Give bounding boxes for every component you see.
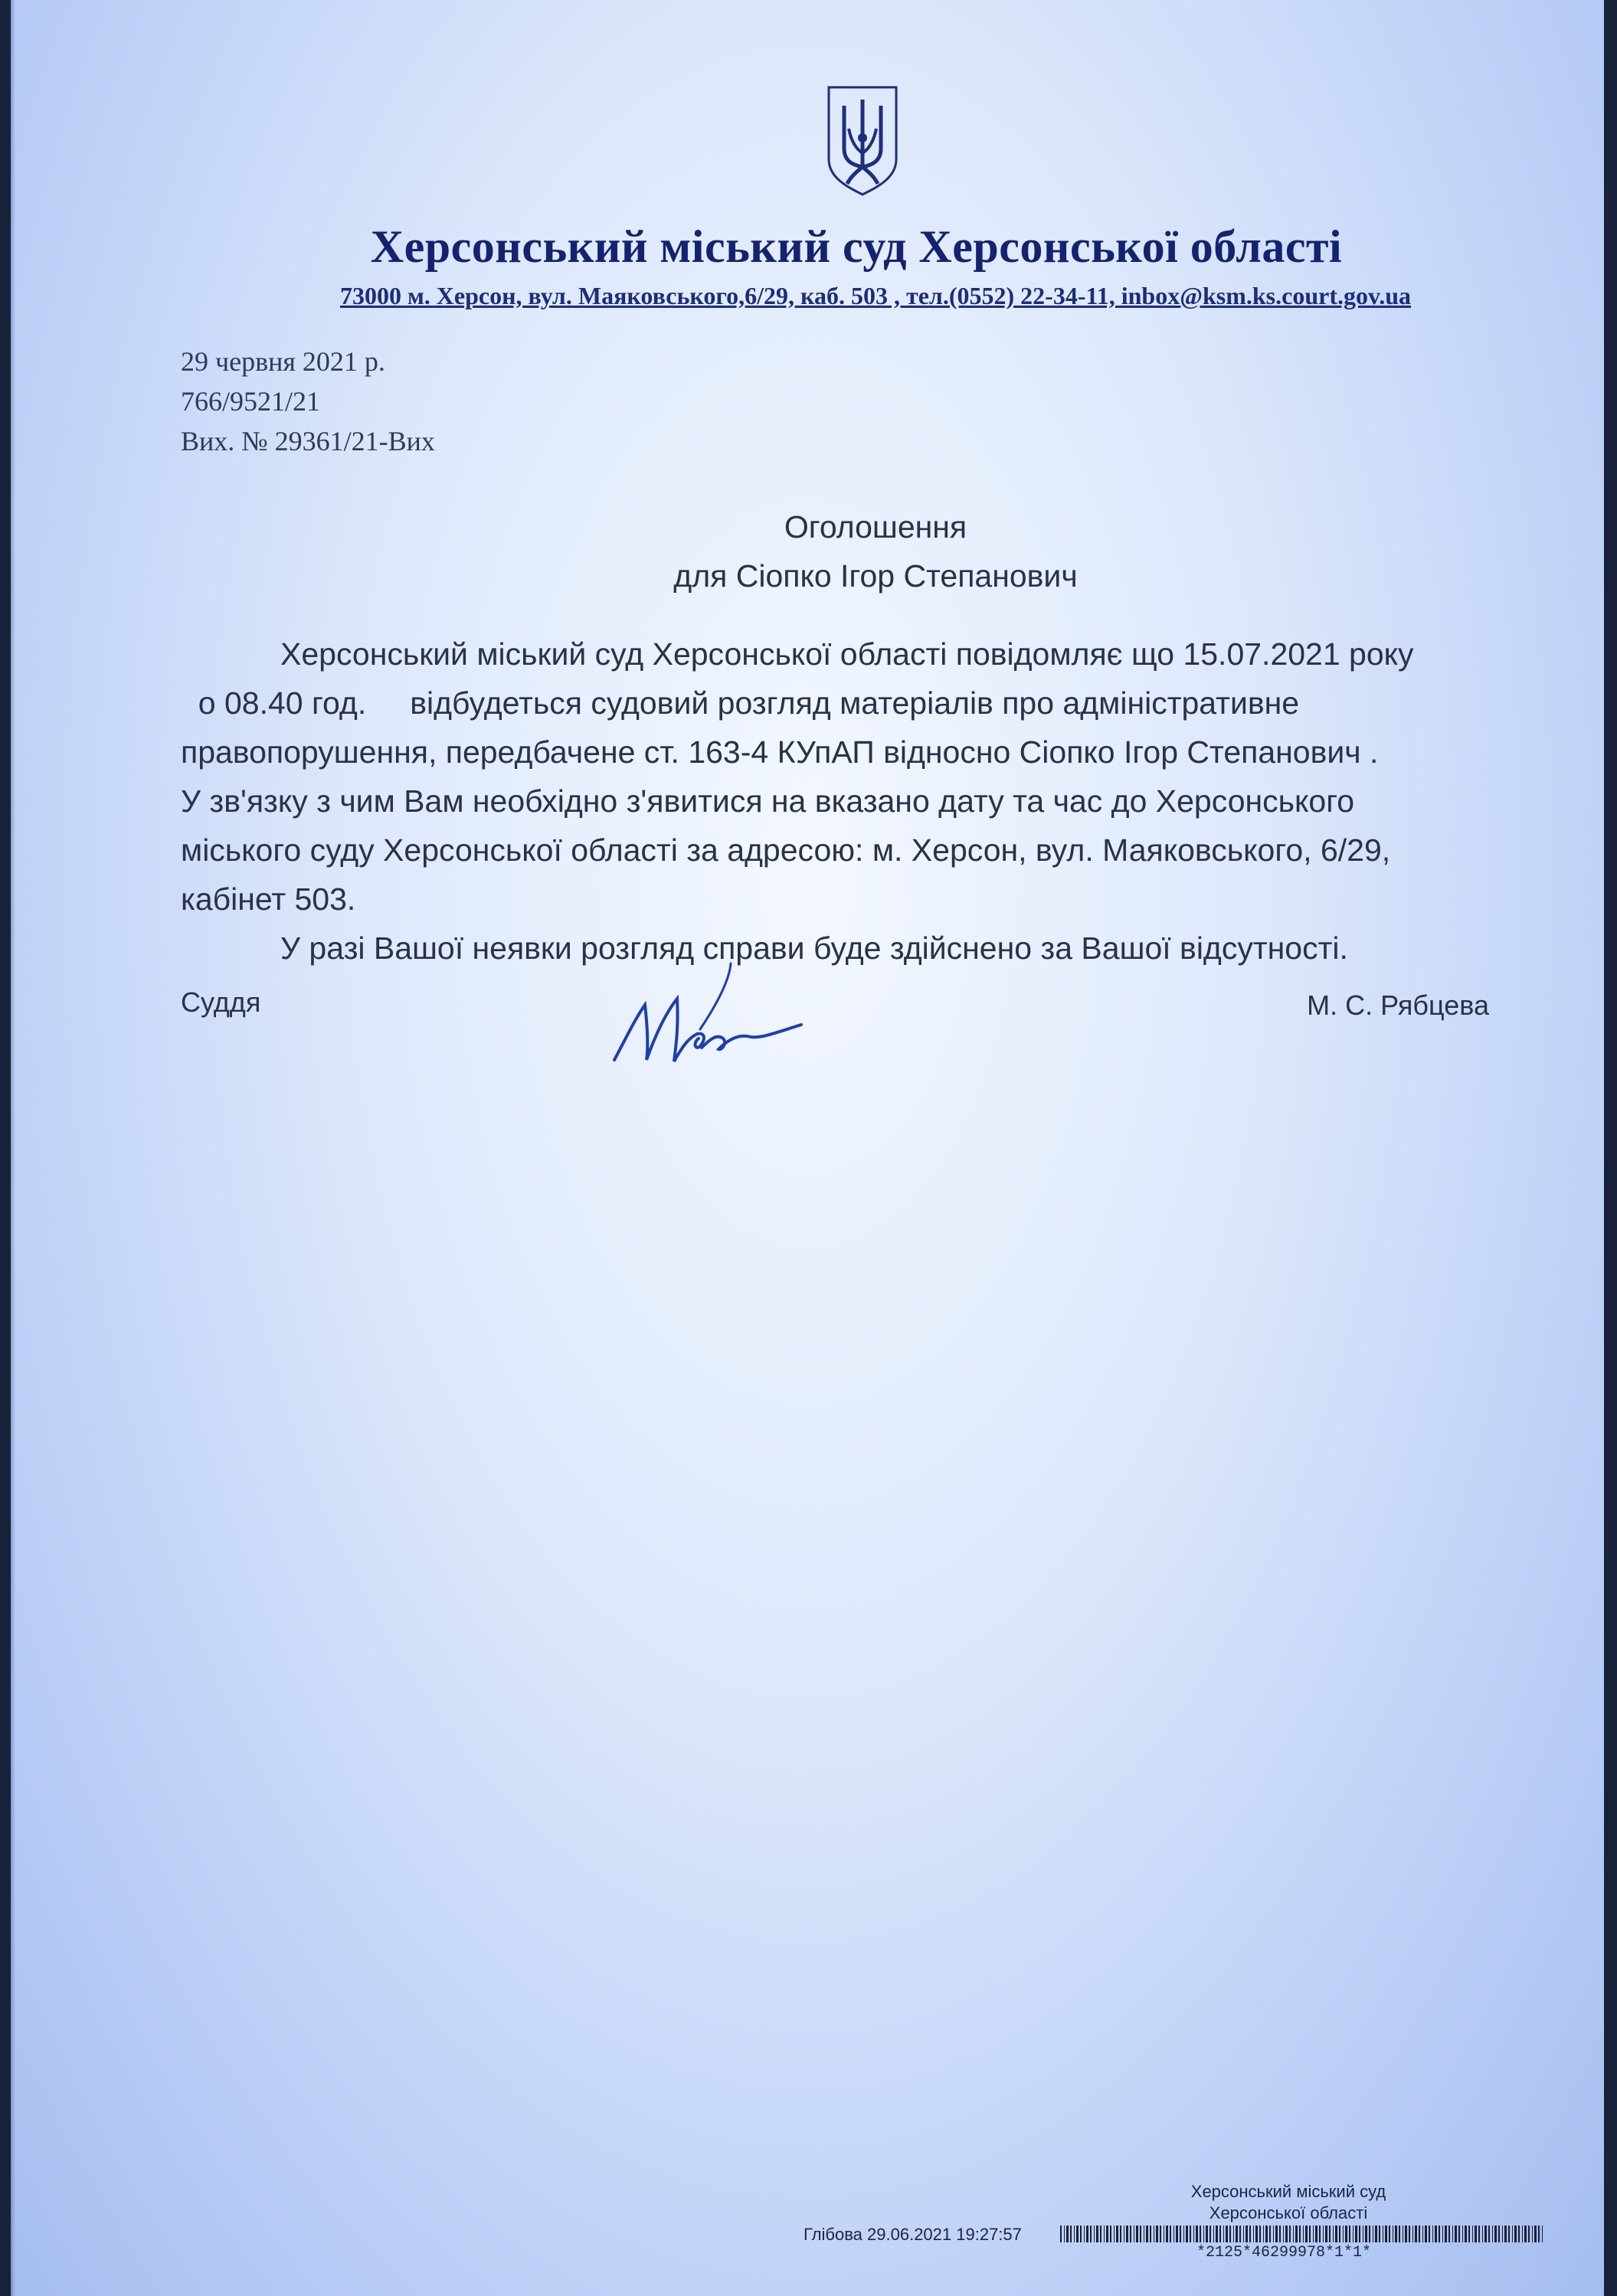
notice-recipient: для Сіопко Ігор Степанович bbox=[673, 558, 1078, 594]
body-line: о 08.40 год. відбудеться судовий розгляд матеріалів про адміністративне bbox=[181, 685, 1300, 721]
handwritten-signature bbox=[601, 959, 830, 1081]
document-page bbox=[11, 0, 1604, 2296]
court-address: 73000 м. Херсон, вул. Маяковського,6/29, каб. 503 , тел.(0552) 22-34-11, inbox@ksm.ks.court.gov.ua bbox=[339, 282, 1412, 309]
notice-title: Оголошення bbox=[784, 509, 967, 545]
footer-court-line: Херсонської області bbox=[1209, 2203, 1368, 2222]
body-line: Херсонський міський суд Херсонської області повідомляє що 15.07.2021 року bbox=[280, 636, 1414, 672]
body-line: правопорушення, передбачене ст. 163-4 КУпАП відносно Сіопко Ігор Степанович . bbox=[181, 734, 1379, 770]
footer-court-line: Херсонський міський суд bbox=[1190, 2182, 1386, 2201]
footer-court-stamp bbox=[1166, 2181, 1411, 2224]
document-meta bbox=[181, 342, 435, 461]
document-date: 29 червня 2021 р. bbox=[181, 346, 385, 377]
body-line: міського суду Херсонської області за адресою: м. Херсон, вул. Маяковського, 6/29, bbox=[181, 832, 1391, 868]
body-line: У зв'язку з чим Вам необхідно з'явитися на вказано дату та час до Херсонського bbox=[181, 783, 1355, 819]
body-line: У разі Вашої неявки розгляд справи буде здійснено за Вашої відсутності. bbox=[280, 931, 1348, 966]
footer-user-stamp: Глібова 29.06.2021 19:27:57 bbox=[804, 2225, 1022, 2244]
body-line: кабінет 503. bbox=[181, 881, 356, 917]
notice-body bbox=[181, 630, 1560, 973]
barcode bbox=[1060, 2226, 1543, 2242]
court-title: Херсонський міський суд Херсонської області bbox=[370, 221, 1343, 272]
judge-name: М. С. Рябцева bbox=[1307, 989, 1489, 1021]
judge-role: Суддя bbox=[181, 986, 261, 1018]
case-number: 766/9521/21 bbox=[181, 386, 321, 417]
coat-of-arms-icon bbox=[824, 83, 901, 196]
barcode-code: *2125*46299978*1*1* bbox=[1196, 2244, 1372, 2262]
outgoing-number: Вих. № 29361/21-Вих bbox=[181, 426, 435, 456]
notice-heading bbox=[11, 502, 1604, 600]
